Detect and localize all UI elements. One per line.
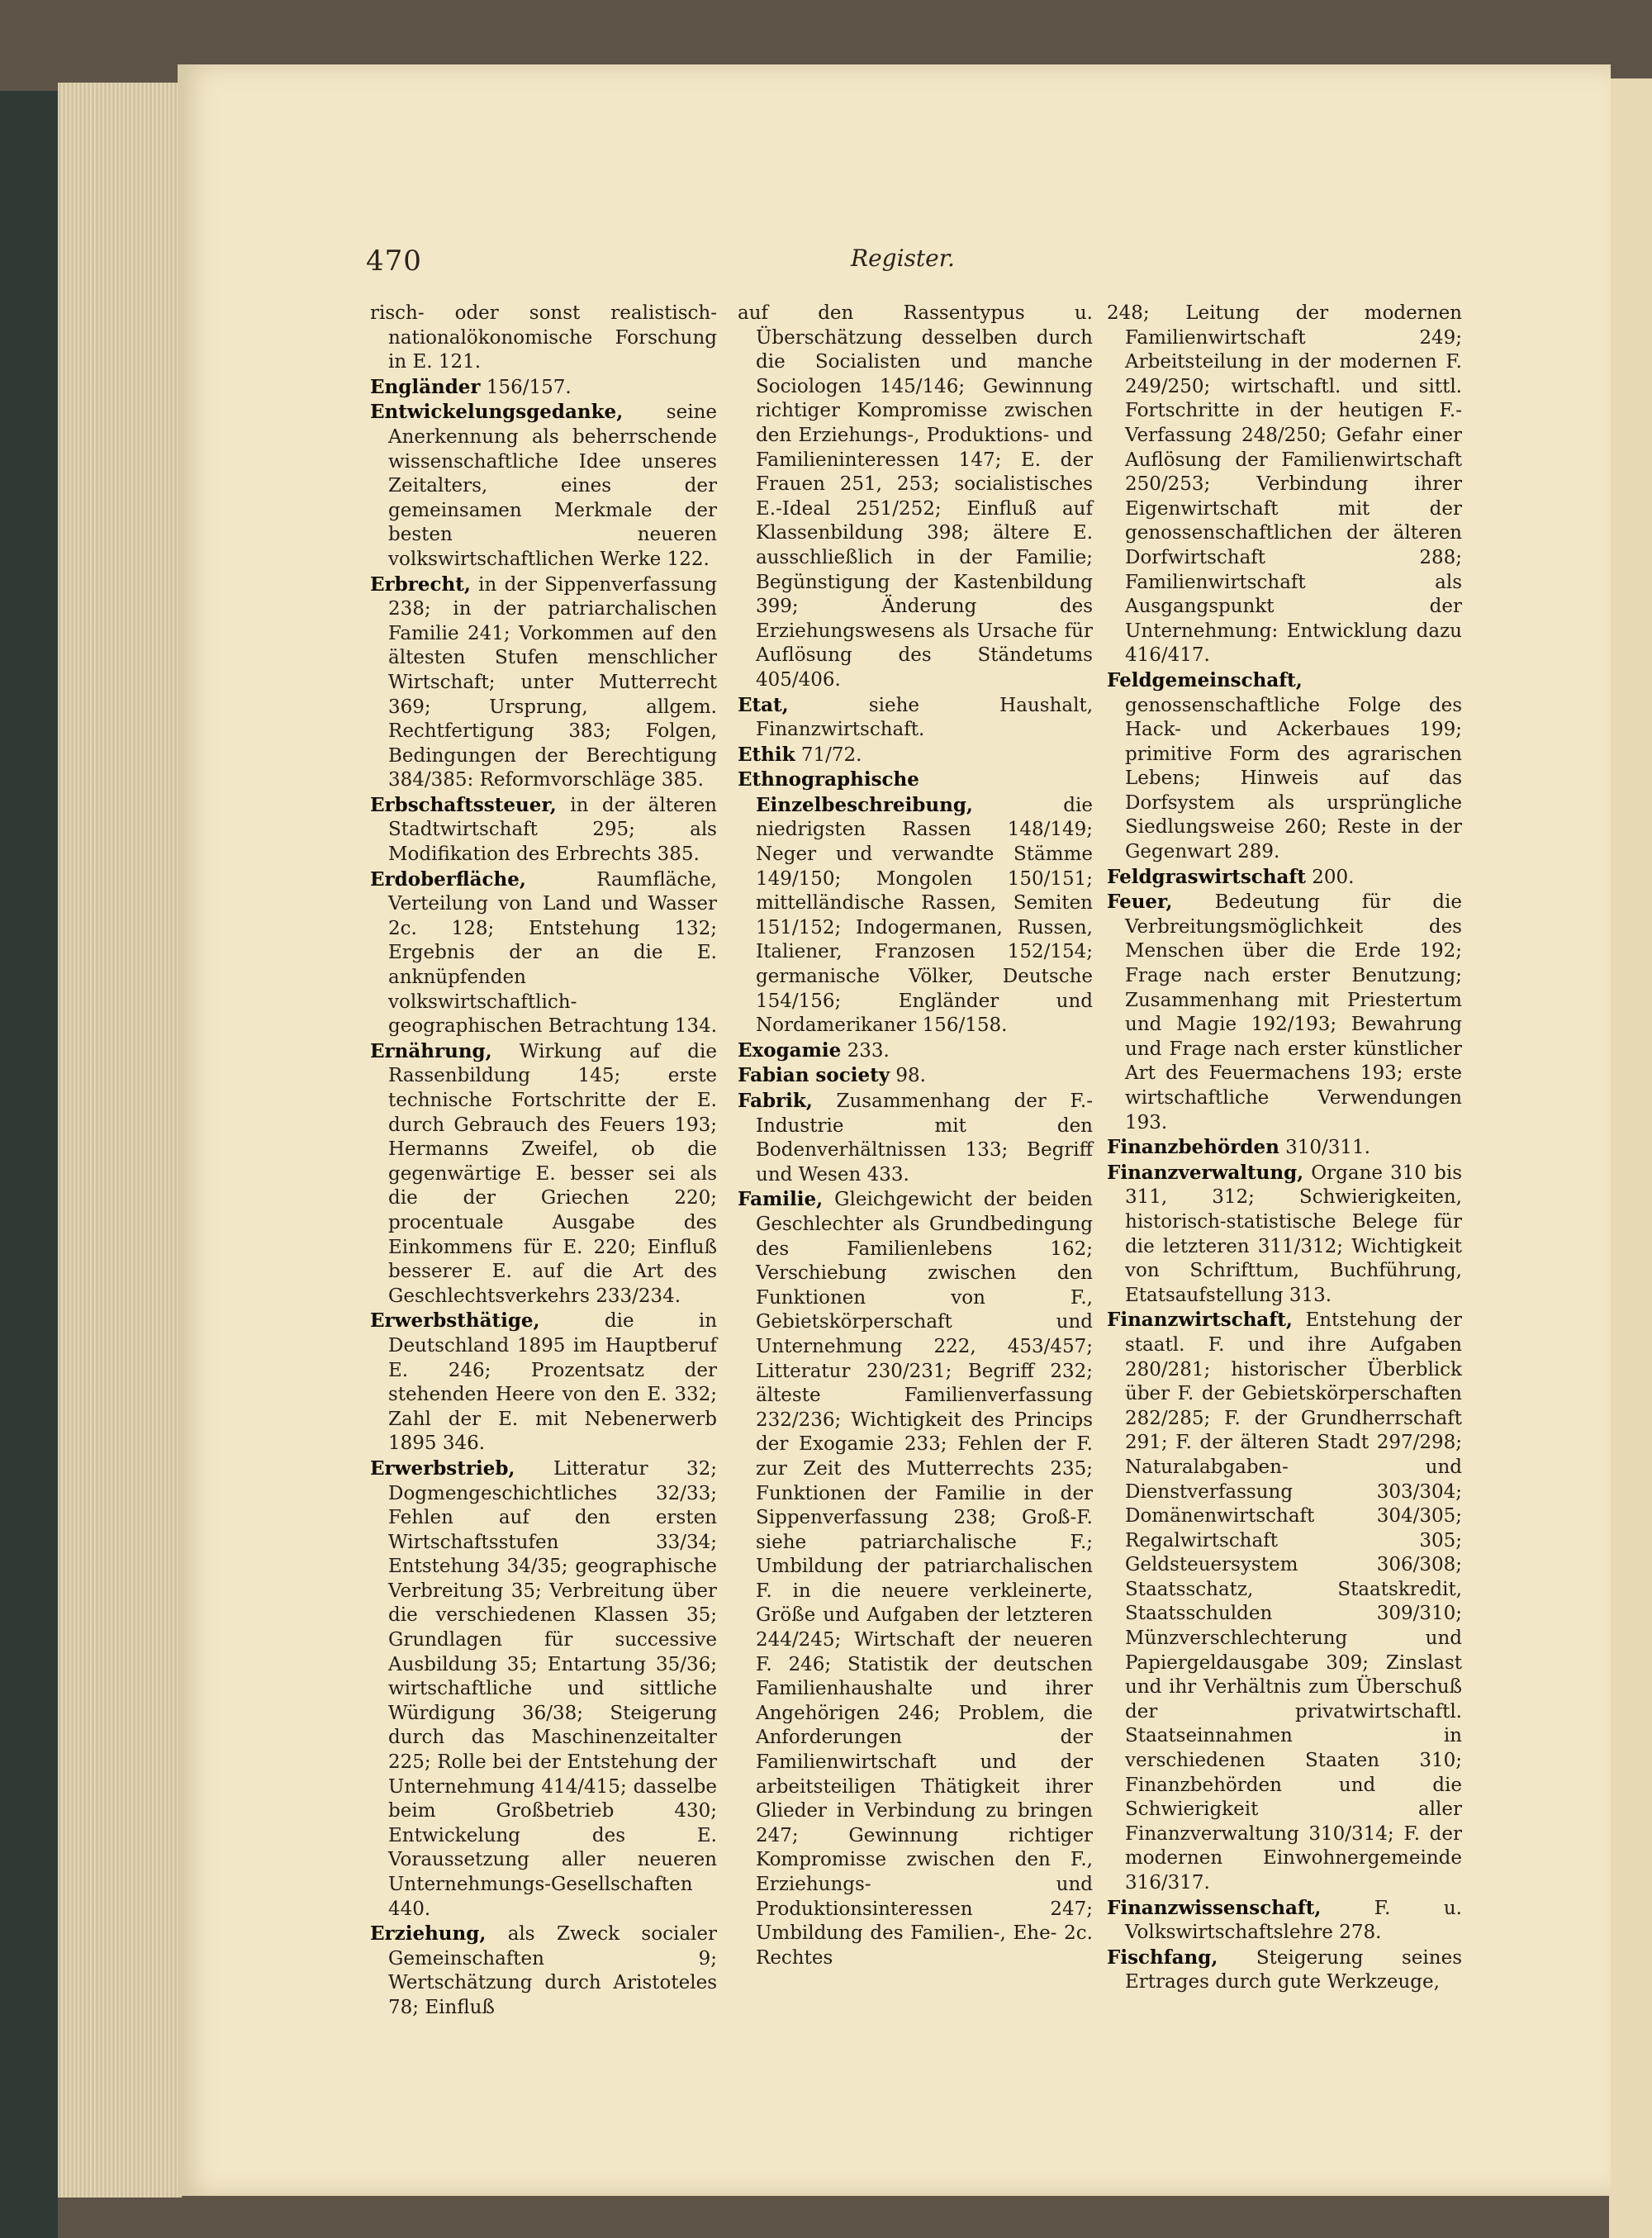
- index-term: Feldgemeinschaft,: [1107, 668, 1303, 691]
- index-entry: [370, 400, 717, 572]
- index-entry: [1107, 668, 1462, 865]
- index-entry: [370, 375, 717, 401]
- index-entry: [370, 1039, 717, 1309]
- index-text: Litteratur 32; Dogmengeschichtliches 32/33; Fehlen auf den ersten Wirtschaftsstufen 33/34; Entstehung 34/35; geographische Verbreitung 35; Verbreitung über die verschiedenen Klassen 35; Grundlagen für successive Ausbildung 35; Entartung 35/36; wirtschaftliche und sittliche Würdigung 36/38; Steigerung durch das Maschinenzeitalter 225; Rolle bei der Entstehung der Unternehmung 414/415; dasselbe beim Großbetrieb 430; Entwickelung des E. Voraussetzung aller neueren Unternehmungs-Gesellschaften 440.: [388, 1457, 717, 1920]
- index-text: 200.: [1312, 866, 1355, 888]
- index-text: 248; Leitung der modernen Familienwirtschaft 249; Arbeitsteilung in der modernen F. 249/250; wirtschaftl. und sittl. Fortschritte in der heutigen F.-Verfassung 248/250; Gefahr einer Auflösung der Familienwirtschaft 250/253; Verbindung ihrer Eigenwirtschaft mit der genossenschaftlichen der älteren Dorfwirtschaft 288; Familienwirtschaft als Ausgangspunkt der Unternehmung: Entwicklung dazu 416/417.: [1107, 302, 1462, 667]
- index-entry: [370, 793, 717, 867]
- index-text: in der älteren Stadtwirtschaft 295; als Modifikation des Erbrechts 385.: [388, 794, 717, 866]
- index-entry: [1107, 302, 1462, 668]
- index-entry: [738, 693, 1093, 743]
- index-text: Bedeutung für die Verbreitungsmöglichkeit des Menschen über die Erde 192; Frage nach erster Benutzung; Zusammenhang mit Priestertum und Magie 192/193; Bewahrung und Frage nach erster künstlicher Art des Feuermachens 193; erste wirtschaftliche Verwendungen 193.: [1125, 891, 1462, 1133]
- index-text: 98.: [895, 1065, 926, 1087]
- index-text: Entstehung der staatl. F. und ihre Aufgaben 280/281; historischer Überblick über F. der Gebietskörperschaften 282/285; F. der Grundherrschaft 291; F. der älteren Stadt 297/298; Naturalabgaben- und Dienstverfassung 303/304; Domänenwirtschaft 304/305; Regalwirtschaft 305; Geldsteuersystem 306/308; Staatsschatz, Staatskredit, Staatsschulden 309/310; Münzverschlechterung und Papiergeldausgabe 309; Zinslast und ihr Verhältnis zum Überschuß der privatwirtschaftl. Staatseinnahmen in verschiedenen Staaten 310; Finanzbehörden und die Schwierigkeit aller Finanzverwaltung 310/314; F. der modernen Einwohnergemeinde 316/317.: [1125, 1309, 1462, 1894]
- index-entry: [738, 743, 1093, 768]
- index-text: genossenschaftliche Folge des Hack- und Ackerbaues 199; primitive Form des agrarischen Lebens; Hinweis auf das Dorfsystem als ursprüngliche Siedlungsweise 260; Reste in der Gegenwart 289.: [1125, 694, 1462, 863]
- index-entry: [738, 1038, 1093, 1064]
- index-text: seine Anerkennung als beherrschende wissenschaftliche Idee unseres Zeitalters, eines der gemeinsamen Merkmale der besten neueren volkswirtschaftlichen Werke 122.: [388, 402, 717, 570]
- index-entry: [1107, 865, 1462, 891]
- index-term: Finanzbehörden: [1107, 1136, 1279, 1159]
- index-text: siehe Haushalt, Finanzwirtschaft.: [756, 694, 1093, 741]
- index-term: Feldgraswirtschaft: [1107, 865, 1306, 888]
- index-term: Erbrecht,: [370, 573, 471, 596]
- index-entry: [738, 302, 1093, 693]
- index-term: Entwickelungsgedanke,: [370, 401, 624, 424]
- index-entry: [370, 302, 717, 375]
- index-text: 310/311.: [1285, 1137, 1370, 1159]
- index-term: Erwerbsthätige,: [370, 1309, 540, 1333]
- page-edges: [58, 83, 182, 2198]
- index-entry: [370, 1922, 717, 2020]
- index-term: Finanzwirtschaft,: [1107, 1309, 1293, 1332]
- index-entry: [1107, 1161, 1462, 1309]
- index-term: Feuer,: [1107, 891, 1173, 914]
- index-term: Finanzwissenschaft,: [1107, 1896, 1322, 1919]
- index-term: Ernährung,: [370, 1039, 492, 1062]
- index-term: Erbschaftssteuer,: [370, 793, 557, 816]
- index-text: die niedrigsten Rassen 148/149; Neger und verwandte Stämme 149/150; Mongolen 150/151; mittelländische Rassen, Semiten 151/152; Indogermanen, Russen, Italiener, Franzosen 152/154; germanische Völker, Deutsche 154/156; Engländer und Nordamerikaner 156/158.: [756, 794, 1093, 1037]
- book-cover-edge: [0, 91, 58, 2238]
- index-term: Finanzverwaltung,: [1107, 1161, 1304, 1184]
- index-text: die in Deutschland 1895 im Hauptberuf E. 246; Prozentsatz der stehenden Heere von den E. 332; Zahl der E. mit Nebenerwerb 1895 346.: [388, 1310, 718, 1455]
- index-text: Wirkung auf die Rassenbildung 145; erste technische Fortschritte der E. durch Gebrauch des Feuers 193; Hermanns Zweifel, ob die gegenwärtige E. besser sei als die der Griechen 220; procentuale Ausgabe des Einkommens für E. 220; Einfluß besserer E. auf die Art des Geschlechtsverkehrs 233/234.: [388, 1040, 717, 1307]
- index-text: in der Sippenverfassung 238; in der patriarchalischen Familie 241; Vorkommen auf den ältesten Stufen menschlicher Wirtschaft; unter Mutterrecht 369; Ursprung, allgem. Rechtfertigung 383; Folgen, Bedingungen der Berechtigung 384/385: Reformvorschläge 385.: [388, 573, 717, 791]
- index-text: 156/157.: [486, 376, 572, 398]
- index-entry: [370, 573, 717, 793]
- index-term: Etat,: [738, 693, 789, 716]
- index-term: Erziehung,: [370, 1922, 487, 1946]
- index-term: Exogamie: [738, 1038, 842, 1062]
- index-column-1: [370, 302, 718, 2018]
- index-entry: [1107, 1946, 1462, 1995]
- index-text: Organe 310 bis 311, 312; Schwierigkeiten, historisch-statistische Belege für die letzteren 311/312; Wichtigkeit von Schrifttum, Buchführung, Etatsaufstellung 313.: [1125, 1162, 1462, 1306]
- index-term: Erdoberfläche,: [370, 867, 526, 891]
- index-term: Ethnographische Einzelbeschreibung,: [738, 768, 973, 816]
- facing-page-edge: [1609, 78, 1652, 2238]
- index-entry: [738, 1089, 1093, 1187]
- index-text: auf den Rassentypus u. Überschätzung desselben durch die Socialisten und manche Sociologen 145/146; Gewinnung richtiger Kompromisse zwischen den Erziehungs-, Produktions- und Familieninteressen 147; E. der Frauen 251, 253; socialistisches E.-Ideal 251/252; Einfluß auf Klassenbildung 398; ältere E. ausschließlich in der Familie; Begünstigung der Kastenbildung 399; Änderung des Erziehungswesens als Ursache für Auflösung des Ständetums 405/406.: [738, 302, 1093, 691]
- index-entry: [370, 1309, 717, 1456]
- index-term: Fabrik,: [738, 1090, 813, 1112]
- index-term: Fischfang,: [1107, 1946, 1218, 1969]
- index-entry: [738, 1187, 1093, 1970]
- index-entry: [1107, 1896, 1462, 1946]
- index-entry: [370, 1456, 717, 1922]
- index-column-2: [738, 302, 1094, 1969]
- index-term: Erwerbstrieb,: [370, 1456, 515, 1480]
- index-text: F. u. Volkswirtschaftslehre 278.: [1125, 1897, 1462, 1944]
- index-term: Fabian society: [738, 1064, 890, 1087]
- index-text: 71/72.: [800, 744, 862, 766]
- index-entry: [738, 767, 1093, 1038]
- page-number: 470: [366, 245, 422, 278]
- index-text: Gleichgewicht der beiden Geschlechter als Grundbedingung des Familienlebens 162; Verschiebung zwischen den Funktionen von F., Gebietskörperschaft und Unternehmung 222, 453/457; Litteratur 230/231; Begriff 232; älteste Familienverfassung 232/236; Wichtigkeit des Princips der Exogamie 233; Fehlen der F. zur Zeit des Mutterrechts 235; Funktionen der Familie in der Sippenverfassung 238; Groß-F. siehe patriarchalische F.; Umbildung der patriarchalischen F. in die neuere verkleinerte, Größe und Aufgaben der letzteren 244/245; Wirtschaft der neueren F. 246; Statistik der deutschen Familienhaushalte und ihrer Angehörigen 246; Problem, die Anforderungen der Familienwirtschaft und der arbeitsteiligen Thätigkeit ihrer Glieder in Verbindung zu bringen 247; Gewinnung richtiger Kompromisse zwischen den F., Erziehungs- und Produktionsinteressen 247; Umbildung des Familien-, Ehe- 2c. Rechtes: [756, 1189, 1093, 1969]
- index-entry: [1107, 1308, 1462, 1895]
- index-column-3: [1107, 302, 1462, 1993]
- index-text: risch- oder sonst realistisch-nationalökonomische Forschung in E. 121.: [370, 302, 717, 373]
- index-text: Raumfläche, Verteilung von Land und Wasser 2c. 128; Entstehung 132; Ergebnis der an die E. anknüpfenden volkswirtschaftlich-geographischen Betrachtung 134.: [388, 868, 718, 1038]
- index-entry: [1107, 890, 1462, 1135]
- index-entry: [738, 1063, 1093, 1089]
- index-text: Zusammenhang der F.-Industrie mit den Bodenverhältnissen 133; Begriff und Wesen 433.: [756, 1090, 1094, 1186]
- index-entry: [370, 867, 717, 1039]
- index-term: Ethik: [738, 743, 795, 766]
- index-text: als Zweck socialer Gemeinschaften 9; Wertschätzung durch Aristoteles 78; Einfluß: [388, 1923, 717, 2018]
- running-head: Register.: [851, 245, 955, 272]
- index-term: Engländer: [370, 375, 481, 398]
- index-text: Steigerung seines Ertrages durch gute Werkzeuge,: [1125, 1946, 1462, 1993]
- index-text: 233.: [847, 1039, 890, 1062]
- index-term: Familie,: [738, 1188, 824, 1211]
- index-entry: [1107, 1135, 1462, 1161]
